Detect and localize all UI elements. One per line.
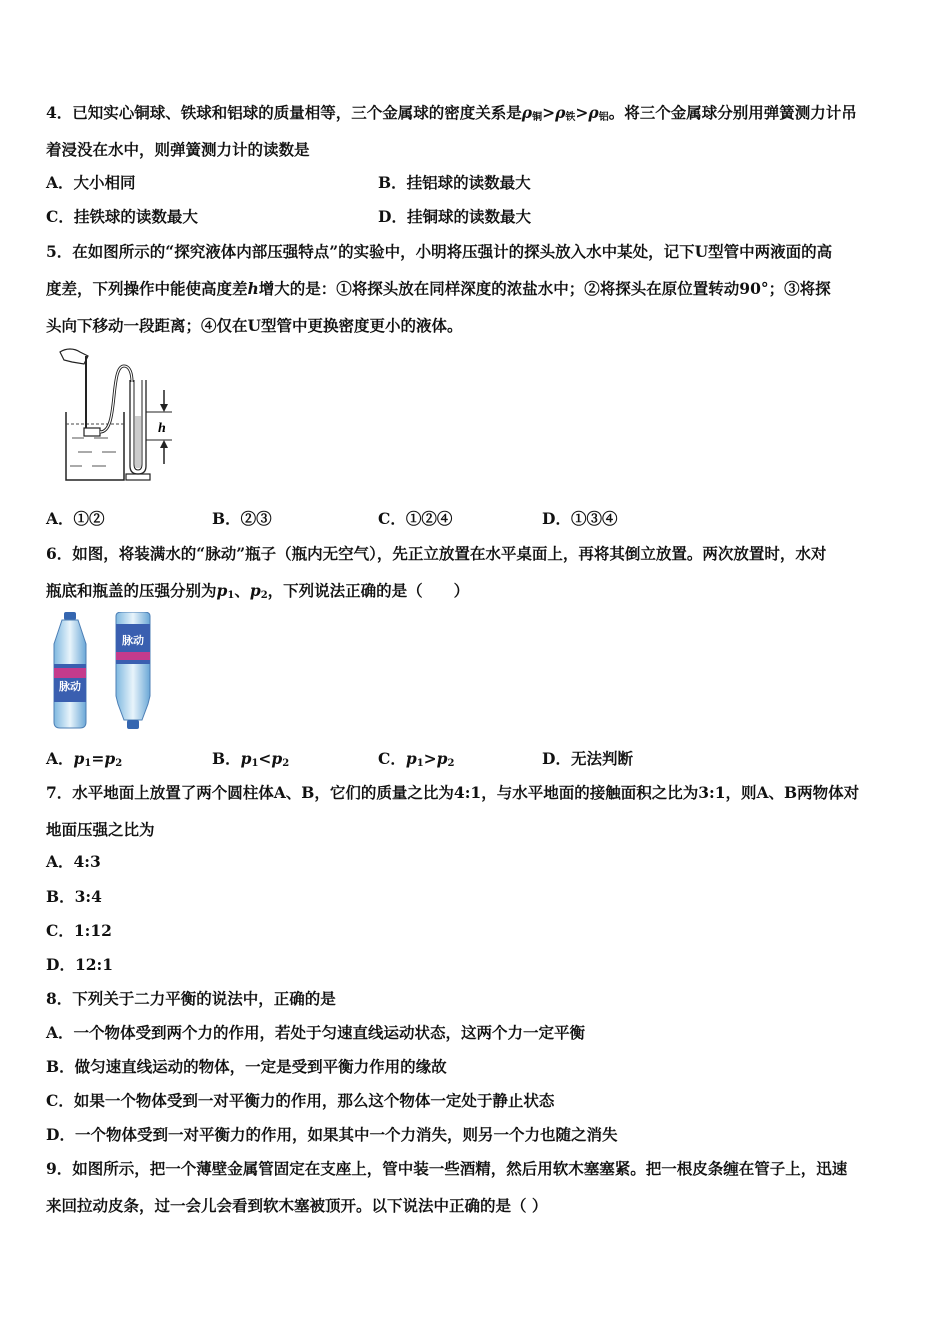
lt-sign: < [258, 749, 272, 768]
p-symbol: p [240, 749, 252, 768]
q4-option-b[interactable]: B．挂铝球的读数最大 [378, 173, 531, 192]
q7-stem-line2: 地面压强之比为 [46, 820, 155, 839]
q6-option-d[interactable]: D．无法判断 [542, 749, 633, 768]
sub-iron: 铁 [565, 112, 576, 123]
q7-option-c[interactable]: C．1:12 [46, 921, 112, 940]
q7-stem-line1: 7．水平地面上放置了两个圆柱体A、B，它们的质量之比为4:1，与水平地面的接触面积之比为3:1，则A、B两物体对 [46, 783, 860, 802]
q6-option-c[interactable] [378, 749, 454, 774]
q7-option-a[interactable]: A．4:3 [46, 852, 101, 871]
q7-option-d[interactable]: D．12:1 [46, 955, 114, 974]
bottle-label-inverted: 脉动 [122, 634, 144, 647]
q6-stem-text: 瓶底和瓶盖的压强分别为 [46, 581, 217, 600]
option-prefix: C． [378, 749, 406, 768]
q4-stem-line1 [46, 103, 857, 128]
bottle-label-upright: 脉动 [59, 680, 81, 693]
probe-head [84, 428, 100, 436]
p-symbol: p [104, 749, 116, 768]
p-symbol: p [271, 749, 283, 768]
gt-sign: > [575, 103, 589, 122]
sub-2: 2 [282, 758, 290, 769]
q5-option-b[interactable]: B．②③ [212, 509, 272, 528]
q5-stem-tail: 增大的是：①将探头放在同样深度的浓盐水中；②将探头在原位置转动90°；③将探 [258, 279, 831, 298]
q4-stem-tail: 。将三个金属球分别用弹簧测力计吊 [608, 103, 857, 122]
q6-option-a[interactable] [46, 749, 122, 774]
option-prefix: B． [212, 749, 241, 768]
p-symbol: p [436, 749, 448, 768]
eq-sign: = [91, 749, 105, 768]
bottles-figure [50, 612, 156, 730]
q8-option-d[interactable]: D．一个物体受到一对平衡力的作用，如果其中一个力消失，则另一个力也随之消失 [46, 1125, 618, 1144]
q8-option-c[interactable]: C．如果一个物体受到一对平衡力的作用，那么这个物体一定处于静止状态 [46, 1091, 555, 1110]
u-tube-liquid [135, 416, 141, 468]
p-symbol: p [216, 581, 228, 600]
option-prefix: A． [46, 749, 74, 768]
q9-stem-line2: 来回拉动皮条，过一会儿会看到软木塞被顶开。以下说法中正确的是（ ） [46, 1196, 548, 1215]
q4-stem-text: 4．已知实心铜球、铁球和铝球的质量相等，三个金属球的密度关系是 [46, 103, 522, 122]
sub-1: 1 [227, 590, 235, 601]
q5-stem-line1: 5．在如图所示的“探究液体内部压强特点”的实验中，小明将压强计的探头放入水中某处，记下U型管中两液面的高 [46, 242, 833, 261]
u-tube-stand [126, 474, 150, 480]
q9-stem-line1: 9．如图所示，把一个薄壁金属管固定在支座上，管中装一些酒精，然后用软木塞塞紧。把一根皮条缠在管子上，迅速 [46, 1159, 848, 1178]
p-symbol: p [249, 581, 261, 600]
gt-sign: > [542, 103, 556, 122]
q8-option-a[interactable]: A．一个物体受到两个力的作用，若处于匀速直线运动状态，这两个力一定平衡 [46, 1023, 586, 1042]
q5-option-a[interactable]: A．①② [46, 509, 105, 528]
hand-icon [60, 349, 88, 364]
water-lines [70, 438, 116, 466]
figure-h-label: h [158, 421, 166, 436]
q5-option-c[interactable]: C．①②④ [378, 509, 453, 528]
upright-bottle [54, 612, 86, 728]
rho-symbol: ρ [555, 103, 566, 122]
sub-1: 1 [84, 758, 92, 769]
sub-1: 1 [416, 758, 424, 769]
arrow-down-icon [160, 404, 168, 412]
q5-stem-line3: 头向下移动一段距离；④仅在U型管中更换密度更小的液体。 [46, 316, 463, 335]
arrow-up-icon [160, 440, 168, 448]
q6-option-b[interactable] [212, 749, 289, 774]
q8-stem-line1: 8．下列关于二力平衡的说法中，正确的是 [46, 989, 336, 1008]
q4-option-a[interactable]: A．大小相同 [46, 173, 136, 192]
p-symbol: p [73, 749, 85, 768]
q4-option-d[interactable]: D．挂铜球的读数最大 [378, 207, 531, 226]
rho-symbol: ρ [521, 103, 533, 122]
sub-2: 2 [260, 590, 268, 601]
rho-symbol: ρ [588, 103, 599, 122]
separator: 、 [234, 581, 250, 600]
h-symbol: h [247, 279, 259, 298]
q5-option-d[interactable]: D．①③④ [542, 509, 618, 528]
beaker [66, 412, 124, 480]
sub-2: 2 [447, 758, 455, 769]
inverted-bottle [116, 612, 150, 729]
rubber-tube [100, 366, 132, 432]
q8-option-b[interactable]: B．做匀速直线运动的物体，一定是受到平衡力作用的缘故 [46, 1057, 447, 1076]
q4-option-c[interactable]: C．挂铁球的读数最大 [46, 207, 198, 226]
gt-sign: > [423, 749, 437, 768]
sub-copper: 铜 [532, 112, 543, 123]
q6-stem-tail: ，下列说法正确的是（ ） [267, 581, 470, 600]
q6-stem-line2 [46, 581, 469, 606]
sub-1: 1 [251, 758, 259, 769]
p-symbol: p [405, 749, 417, 768]
pressure-gauge-figure [58, 346, 190, 486]
q7-option-b[interactable]: B．3:4 [46, 887, 102, 906]
q5-stem-text: 度差，下列操作中能使高度差 [46, 279, 248, 298]
q4-stem-line2: 着浸没在水中，则弹簧测力计的读数是 [46, 140, 310, 159]
q6-stem-line1: 6．如图，将装满水的“脉动”瓶子（瓶内无空气），先正立放置在水平桌面上，再将其倒立放置。两次放置时，水对 [46, 544, 827, 563]
sub-2: 2 [115, 758, 123, 769]
sub-aluminum: 铝 [598, 112, 609, 123]
q5-stem-line2 [46, 279, 831, 299]
